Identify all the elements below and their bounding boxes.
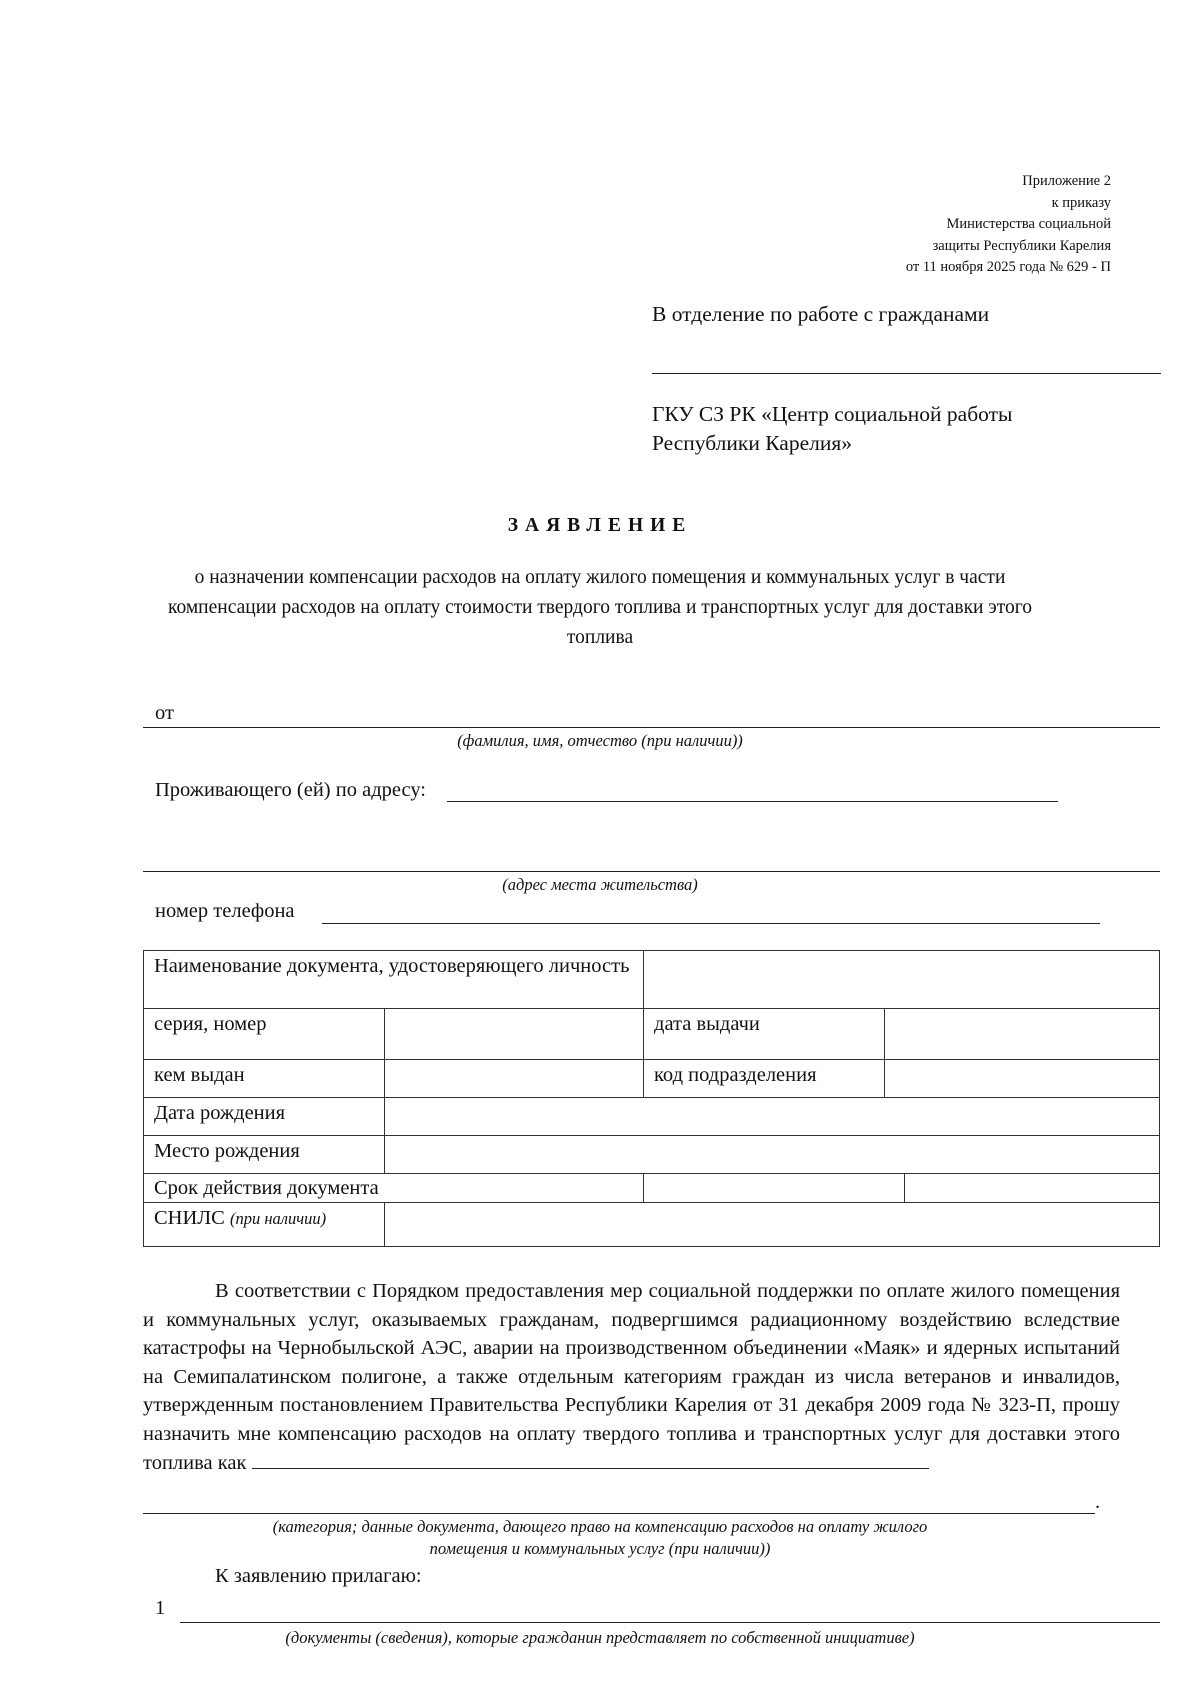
attachment-hint: (документы (сведения), которые гражданин представляет по собственной инициативе): [285, 1628, 915, 1647]
doc-name-value[interactable]: [644, 951, 1160, 1009]
annex-line: от 11 ноября 2025 года № 629 - П: [905, 259, 1111, 275]
attachment-item-field[interactable]: [180, 1622, 1160, 1623]
recipient-blank-line[interactable]: [652, 373, 1161, 374]
table-row: [144, 1009, 1160, 1060]
category-hint-line1: (категория; данные документа, дающего право на компенсацию расходов на оплату жилого: [272, 1517, 928, 1536]
table-row: [144, 1136, 1160, 1174]
table-row: [144, 1203, 1160, 1247]
request-paragraph: [143, 1277, 1120, 1478]
fio-field[interactable]: [143, 727, 1160, 728]
fio-hint: (фамилия, имя, отчество (при наличии)): [457, 731, 743, 750]
division-code-value[interactable]: [885, 1060, 1160, 1098]
birth-place-value[interactable]: [385, 1136, 1160, 1174]
validity-to-value[interactable]: [905, 1174, 1160, 1203]
phone-label: номер телефона: [155, 900, 295, 922]
address-field[interactable]: [447, 801, 1058, 802]
address-hint: (адрес места жительства): [502, 875, 698, 894]
identity-document-table: [143, 950, 1160, 1247]
annex-line: к приказу: [1051, 194, 1111, 211]
recipient-department: В отделение по работе с гражданами: [652, 302, 990, 326]
category-field[interactable]: [252, 1448, 929, 1469]
doc-name-label: Наименование документа, удостоверяющего личность: [144, 951, 644, 1009]
attachment-item-number: 1: [155, 1597, 166, 1619]
document-subtitle: о назначении компенсации расходов на оплату жилого помещения и коммунальных услуг в части компенсации расходов на оплату стоимости твердого топлива и транспортных услуг для доставки этого топлива: [167, 567, 1033, 648]
issued-by-value[interactable]: [385, 1060, 644, 1098]
validity-label: Срок действия документа: [144, 1174, 644, 1203]
birth-date-value[interactable]: [385, 1098, 1160, 1136]
phone-field[interactable]: [322, 923, 1100, 924]
table-row: [144, 1174, 1160, 1203]
table-row: [144, 951, 1160, 1009]
series-number-label: серия, номер: [144, 1009, 385, 1060]
recipient-organization: [652, 400, 1012, 458]
birth-date-label: Дата рождения: [144, 1098, 385, 1136]
annex-line: защиты Республики Карелия: [932, 237, 1111, 254]
category-field-second-line[interactable]: [143, 1513, 1095, 1514]
address-label: Проживающего (ей) по адресу:: [155, 779, 426, 801]
request-paragraph-text: В соответствии с Порядком предоставления мер социальной поддержки по оплате жилого помещения и коммунальных услуг, оказываемых гражданам, подвергшимся радиационному воздействию вследствие катастрофы на Чернобыльской АЭС, аварии на производственном объединении «Маяк» и ядерных испытаний на Семипалатинском полигоне, а также отдельным категориям граждан из числа ветеранов и инвалидов, утвержденным постановлением Правительства Республики Карелия от 31 декабря 2009 года № 323-П, прошу назначить мне компенсацию расходов на оплату твердого топлива и транспортных услуг для доставки этого топлива как: [143, 1280, 1120, 1474]
issue-date-label: дата выдачи: [644, 1009, 885, 1060]
category-hint: [150, 1516, 1050, 1560]
issue-date-value[interactable]: [885, 1009, 1160, 1060]
division-code-label: код подразделения: [644, 1060, 885, 1098]
recipient-organization-line1: ГКУ СЗ РК «Центр социальной работы: [652, 402, 1013, 426]
snils-value[interactable]: [385, 1203, 1160, 1247]
attachments-label: К заявлению прилагаю:: [215, 1565, 422, 1587]
validity-from-value[interactable]: [644, 1174, 905, 1203]
document-title: ЗАЯВЛЕНИЕ: [507, 515, 693, 536]
snils-note: (при наличии): [229, 1209, 327, 1228]
series-number-value[interactable]: [385, 1009, 644, 1060]
category-hint-line2: помещения и коммунальных услуг (при наличии)): [429, 1539, 771, 1558]
address-field-second-line[interactable]: [143, 871, 1160, 872]
birth-place-label: Место рождения: [144, 1136, 385, 1174]
annex-line: Министерства социальной: [946, 216, 1111, 232]
snils-label-text: СНИЛС: [154, 1207, 225, 1229]
table-row: [144, 1098, 1160, 1136]
from-label: от: [155, 702, 174, 724]
annex-header: [906, 171, 1111, 279]
issued-by-label: кем выдан: [144, 1060, 385, 1098]
table-row: [144, 1060, 1160, 1098]
snils-label: [144, 1203, 385, 1247]
recipient-organization-line2: Республики Карелия»: [652, 431, 852, 455]
annex-line: Приложение 2: [1022, 173, 1111, 189]
sentence-period: .: [1095, 1491, 1101, 1513]
